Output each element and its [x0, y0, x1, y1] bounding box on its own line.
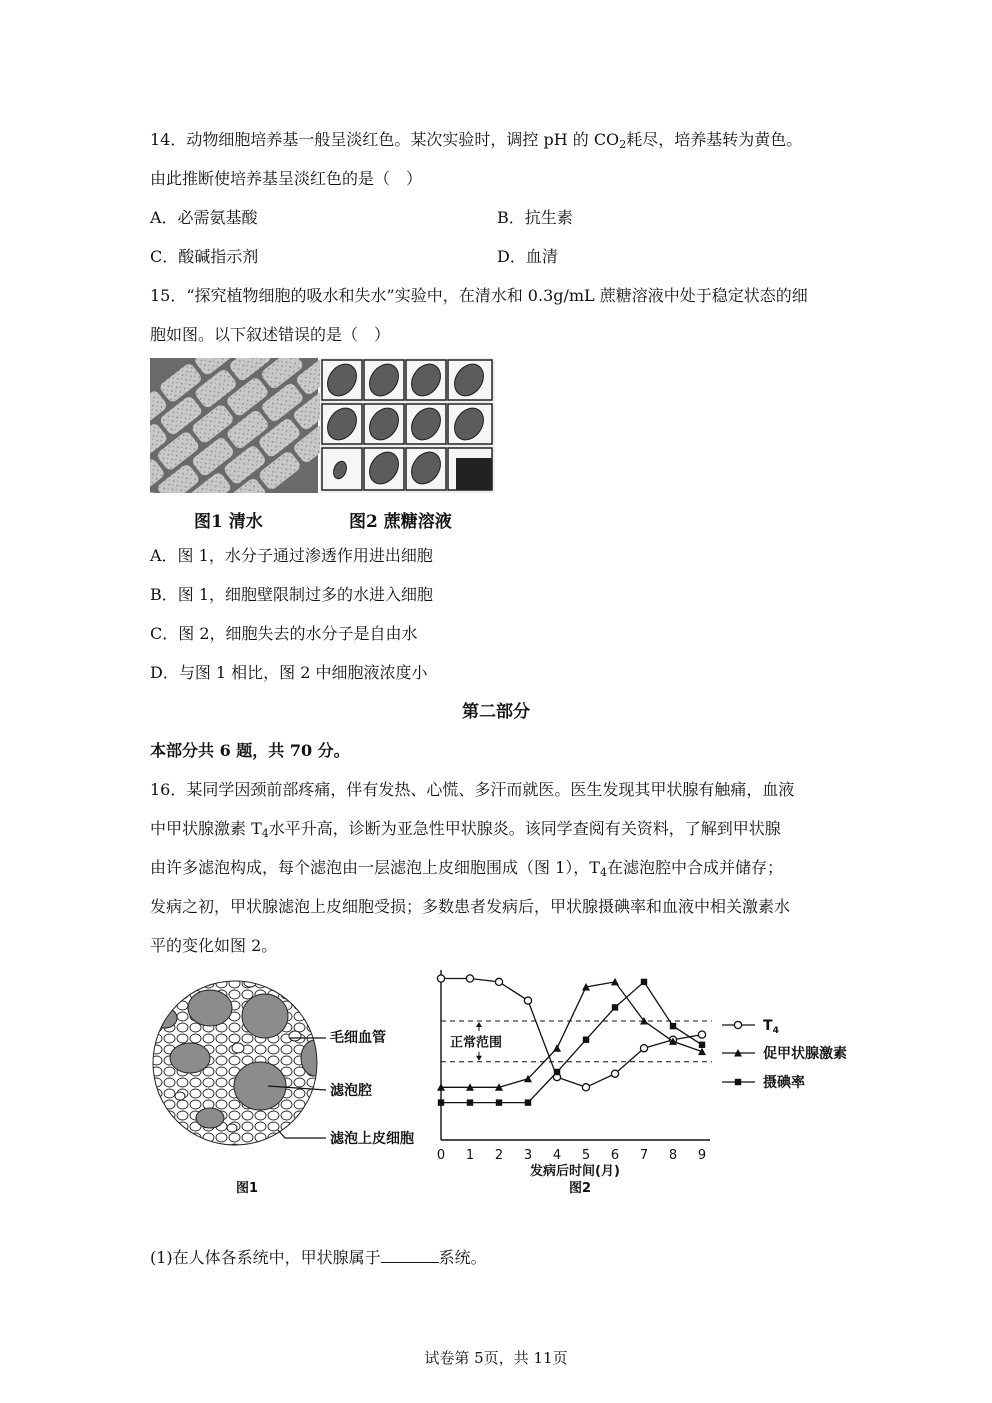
- data-point: [735, 1079, 741, 1085]
- data-point: [525, 1099, 531, 1105]
- data-point: [496, 1099, 502, 1105]
- x-tick-label: 9: [697, 1148, 707, 1163]
- q14-line2: 由此推断使培养基呈淡红色的是（ ）: [150, 169, 423, 188]
- micrograph-fig2: [320, 358, 495, 493]
- q16-fig2-chart: [430, 962, 860, 1202]
- q15-option-c: C．图 2，细胞失去的水分子是自由水: [150, 624, 418, 643]
- q14-option-a: A．必需氨基酸: [150, 208, 258, 227]
- q16-fig1-diagram: [150, 978, 440, 1198]
- legend-label-0: $T_4$: [763, 1018, 779, 1036]
- data-point: [641, 979, 647, 985]
- q15-micrograph: [150, 358, 495, 493]
- data-point: [467, 1099, 473, 1105]
- data-point: [583, 1037, 589, 1043]
- x-tick-label: 7: [639, 1148, 649, 1163]
- data-point: [495, 978, 502, 985]
- data-point: [698, 1048, 706, 1056]
- fig1-label-follicle-cavity: 滤泡腔: [330, 1083, 372, 1099]
- q16-line3: 由许多滤泡构成，每个滤泡由一层滤泡上皮细胞围成（图 1），$T_4$在滤泡腔中合成并储存；: [150, 858, 783, 879]
- q15-caption-fig2: 图2 蔗糖溶液: [349, 512, 452, 532]
- data-point: [640, 1045, 647, 1052]
- q16-line5: 平的变化如图 2。: [150, 936, 278, 955]
- data-point: [670, 1023, 676, 1029]
- chart-caption: 图2: [568, 1181, 592, 1196]
- q14-option-b: B．抗生素: [497, 208, 573, 227]
- data-point: [437, 975, 444, 982]
- chart-x-label: 发病后时间(月): [530, 1164, 620, 1179]
- q15-caption-fig1: 图1 清水: [194, 512, 263, 532]
- q15-line1: 15．“探究植物细胞的吸水和失水”实验中，在清水和 0.3g/mL 蔗糖溶液中处于稳定状态的细: [150, 286, 808, 305]
- q16-sub1: (1)在人体各系统中，甲状腺属于 系统。: [150, 1248, 487, 1267]
- data-point: [611, 978, 619, 986]
- q15-option-d: D．与图 1 相比，图 2 中细胞液浓度小: [150, 663, 428, 682]
- q16-line4: 发病之初，甲状腺滤泡上皮细胞受损；多数患者发病后，甲状腺摄碘率和血液中相关激素水: [150, 897, 791, 916]
- data-point: [438, 1099, 444, 1105]
- q16-line2: 中甲状腺激素 $T_4$水平升高，诊断为亚急性甲状腺炎。该同学查阅有关资料，了解到甲状腺: [150, 819, 781, 840]
- legend-label-2: 摄碘率: [763, 1075, 805, 1091]
- arrowhead-down: [476, 1056, 482, 1061]
- legend-label-1: 促甲状腺激素: [763, 1046, 847, 1062]
- q14-option-d: D．血清: [497, 247, 558, 266]
- data-point: [582, 1084, 589, 1091]
- part2-title: 第二部分: [462, 702, 530, 722]
- data-point: [698, 1031, 705, 1038]
- x-tick-label: 6: [610, 1148, 620, 1163]
- x-tick-label: 2: [494, 1148, 504, 1163]
- normal-range-label: 正常范围: [450, 1035, 503, 1051]
- fig1-caption: 图1: [236, 1181, 259, 1196]
- x-tick-label: 5: [581, 1148, 591, 1163]
- q15-line2: 胞如图。以下叙述错误的是（ ）: [150, 325, 391, 344]
- data-point: [466, 975, 473, 982]
- q14-line1: 14．动物细胞培养基一般呈淡红色。某次实验时，调控 pH 的 $CO_2$耗尽，培养基转为黄色。: [150, 130, 803, 151]
- q16-line1: 16．某同学因颈前部疼痛，伴有发热、心慌、多汗而就医。医生发现其甲状腺有触痛，血液: [150, 780, 795, 799]
- data-point: [553, 1044, 561, 1052]
- x-tick-label: 8: [668, 1148, 678, 1163]
- data-point: [734, 1021, 741, 1028]
- x-tick-label: 3: [523, 1148, 533, 1163]
- data-point: [524, 997, 531, 1004]
- arrowhead-up: [476, 1022, 482, 1027]
- x-tick-label: 0: [436, 1148, 446, 1163]
- q14-option-c: C．酸碱指示剂: [150, 247, 259, 266]
- data-point: [612, 1004, 618, 1010]
- x-tick-label: 1: [465, 1148, 475, 1163]
- part2-intro: 本部分共 6 题，共 70 分。: [150, 741, 350, 760]
- x-tick-label: 4: [552, 1148, 562, 1163]
- page-footer: 试卷第 5页，共 11页: [424, 1349, 568, 1367]
- q15-option-a: A．图 1，水分子通过渗透作用进出细胞: [150, 546, 433, 565]
- fig1-label-epithelial-cell: 滤泡上皮细胞: [330, 1131, 414, 1147]
- series-line-0: [441, 979, 702, 1088]
- data-point: [699, 1042, 705, 1048]
- fig1-label-capillary: 毛细血管: [330, 1030, 386, 1046]
- data-point: [611, 1070, 618, 1077]
- q15-option-b: B．图 1，细胞壁限制过多的水进入细胞: [150, 585, 434, 604]
- data-point: [554, 1069, 560, 1075]
- answer-blank[interactable]: [381, 1248, 439, 1263]
